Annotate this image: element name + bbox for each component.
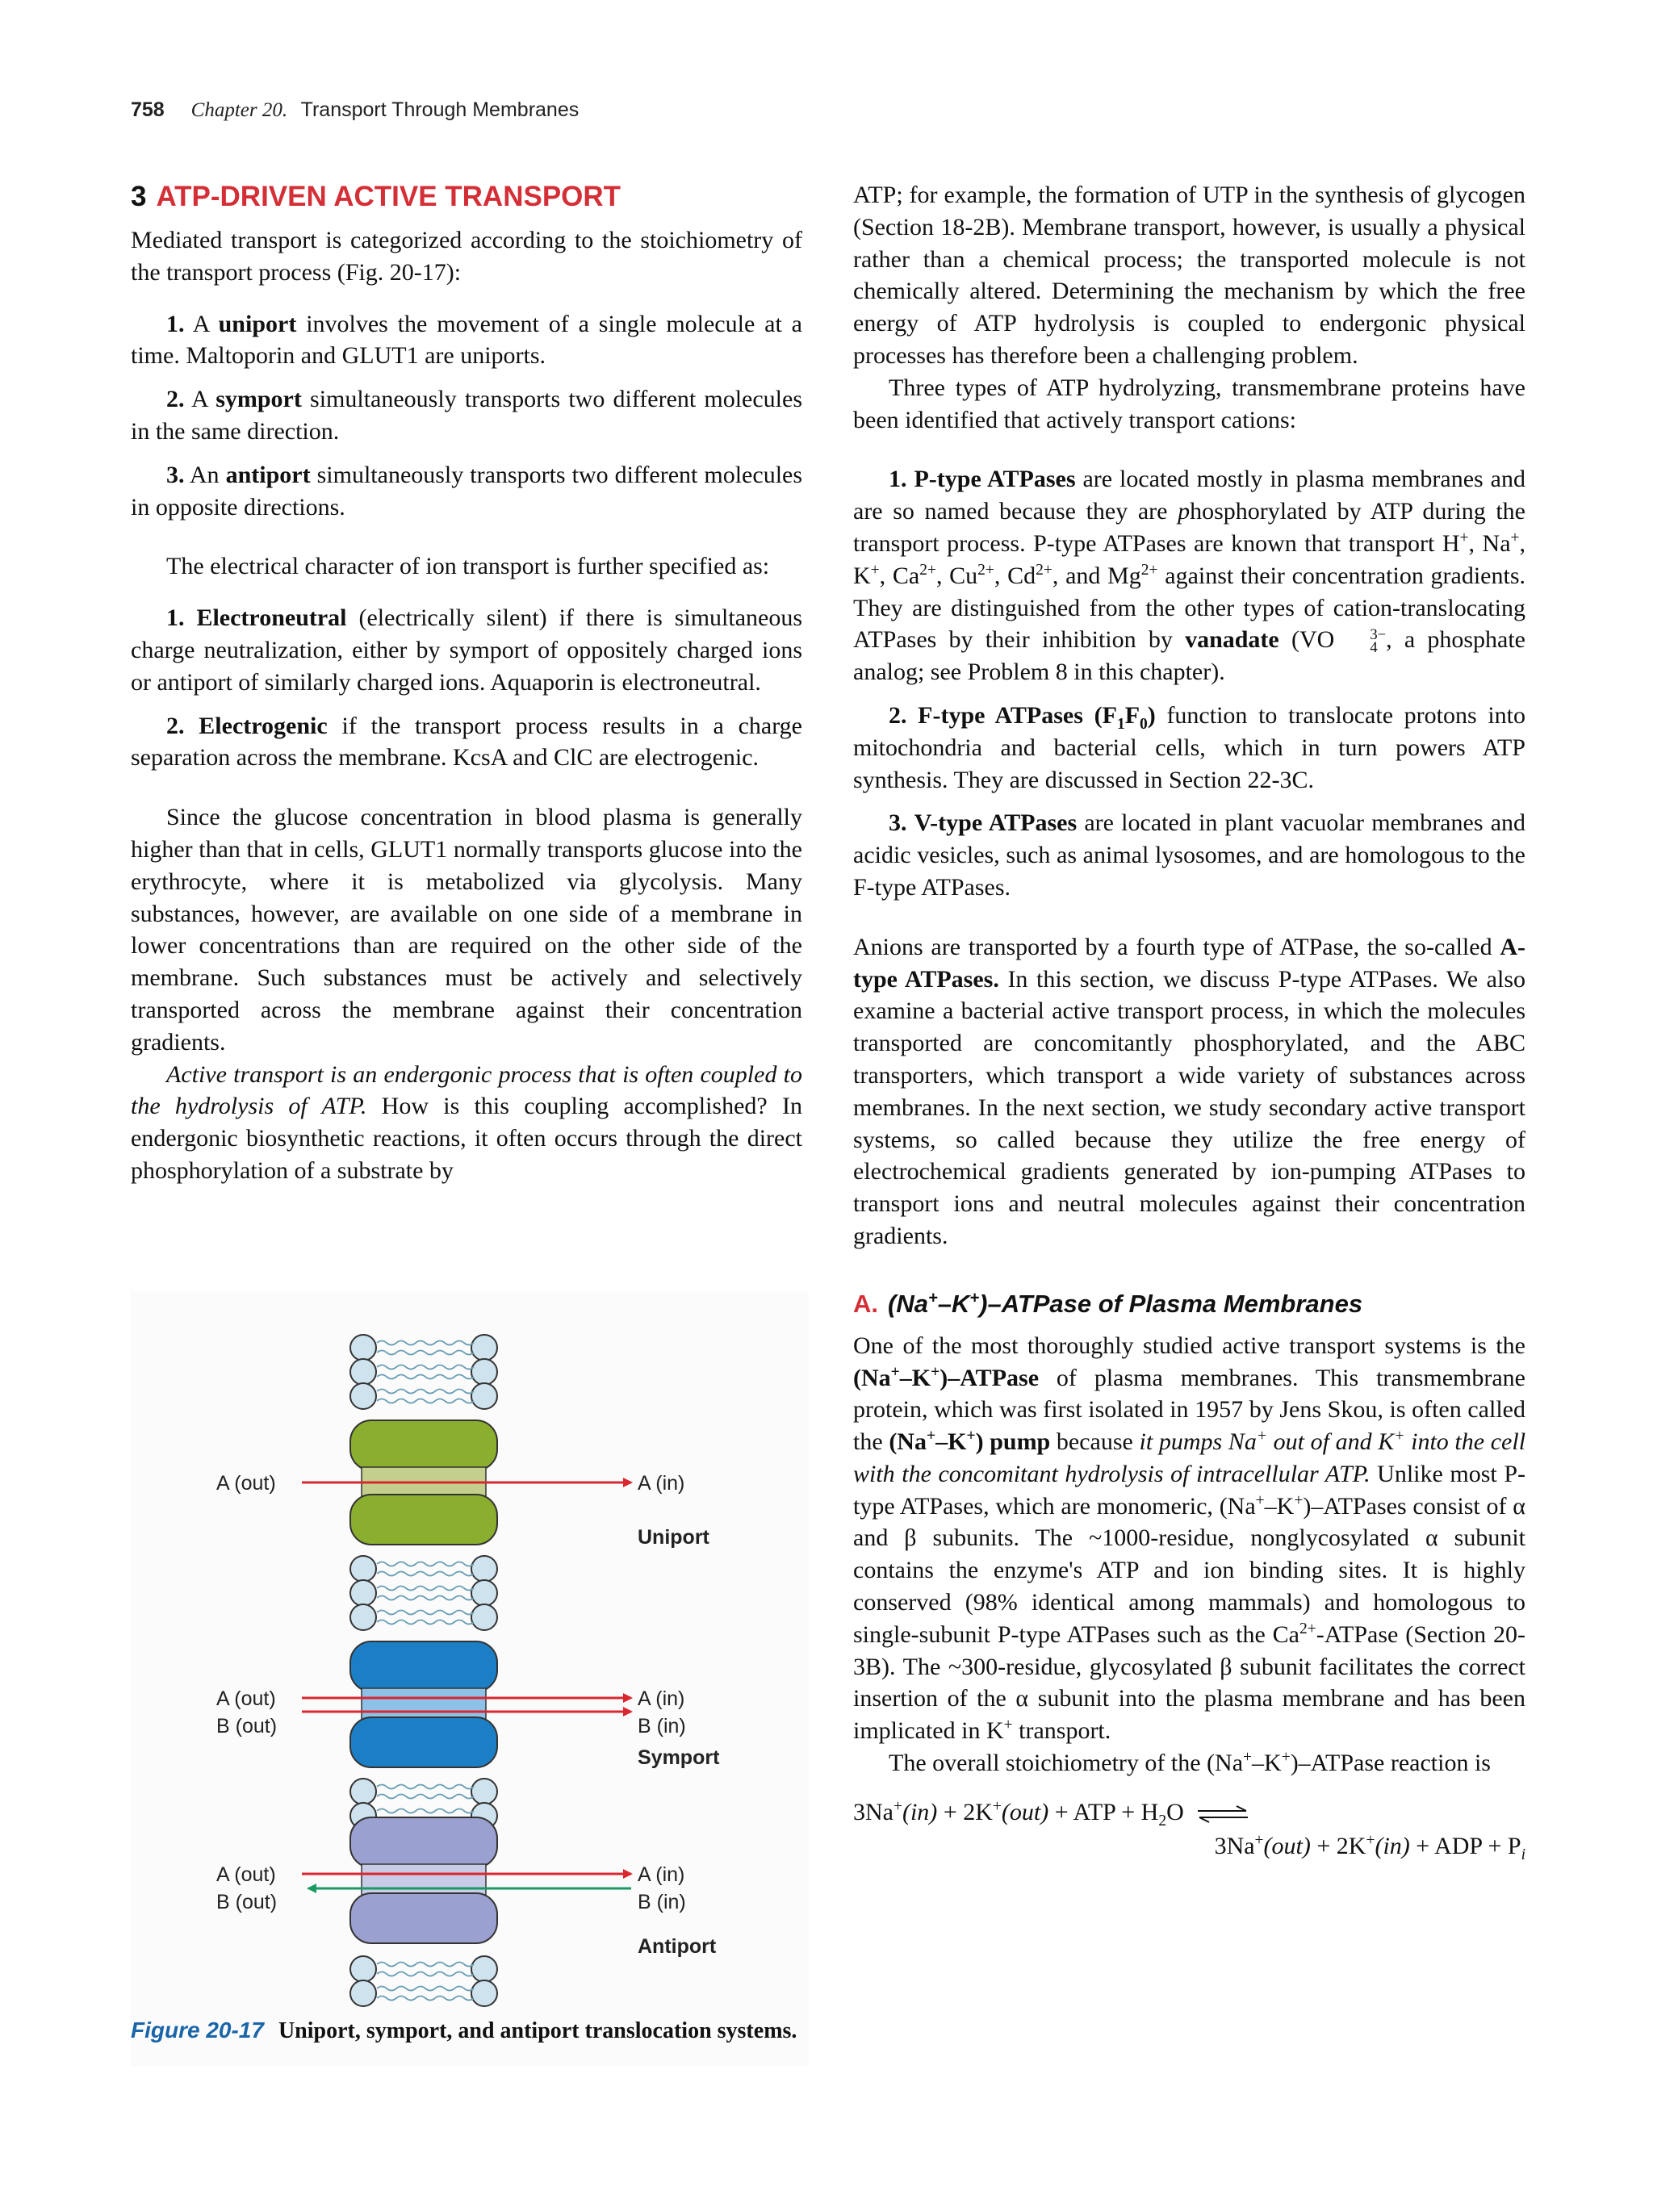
left-column bbox=[131, 179, 802, 1187]
symport-label: Symport bbox=[638, 1746, 720, 1769]
antiport-protein bbox=[350, 1817, 497, 1943]
antiport-a-in-label: A (in) bbox=[638, 1863, 685, 1886]
list-item-v-type: 3. V-type ATPases are located in plant vacuolar membranes and acidic vesicles, such as animal lysosomes, and are homologous to the F-type ATPases. bbox=[853, 809, 1526, 901]
antiport-b-out-label: B (out) bbox=[216, 1891, 278, 1913]
symport-protein bbox=[350, 1641, 497, 1767]
anions-paragraph: Anions are transported by a fourth type of ATPase, the so-called A-type ATPases. In this section, we discuss P-type ATPases. We also examine a bacterial active transport process, in which the molecules transported are concomitantly phosphorylated, and the ABC transporters, which transport a wide variety of substances across membranes. In the next section, we study secondary active transport systems, so called because they utilize the free energy of electrochemical gradients generated by ion-pumping ATPases to transport ions and neutral molecules against their concentration gradients. bbox=[853, 933, 1526, 1249]
list-item-f-type: 2. F-type ATPases $(F_1F_0)$ function to translocate protons into mitochondria and bacterial cells, which in turn powers ATP synthesis. They are discussed in Section 22-3C. bbox=[853, 701, 1526, 793]
list-item-electrogenic: 2. Electrogenic if the transport process results in a charge separation across the membrane. KcsA and ClC are electrogenic. bbox=[131, 712, 802, 771]
antiport-a-out-label: A (out) bbox=[216, 1863, 276, 1886]
right-column bbox=[853, 179, 1525, 1863]
section-title: ATP-DRIVEN ACTIVE TRANSPORT bbox=[156, 181, 621, 212]
lipid-bilayer-bottom bbox=[350, 1956, 497, 2006]
section-heading bbox=[131, 179, 802, 215]
figure-20-17 bbox=[131, 1291, 809, 2066]
list-item-electroneutral: 1. Electroneutral (electrically silent) if there is simultaneous charge neutralization, either by symport of oppositely charged ions or antiport of similarly charged ions. Aquaporin is electroneutral. bbox=[131, 604, 803, 696]
chapter-title: Transport Through Membranes bbox=[300, 98, 580, 121]
intro-paragraph: Mediated transport is categorized according to the stoichiometry of the transport process (Fig. 20-17): bbox=[131, 227, 802, 286]
list-item-antiport: 3. An antiport simultaneously transports two different molecules in opposite directions. bbox=[131, 461, 803, 521]
equilibrium-arrow-icon bbox=[1196, 1805, 1249, 1823]
transport-diagram bbox=[131, 1291, 809, 2018]
list-item-symport: 2. A symport simultaneously transports two different molecules in the same direction. bbox=[131, 386, 803, 445]
symport-b-out-label: B (out) bbox=[216, 1715, 278, 1737]
uniport-label: Uniport bbox=[638, 1526, 709, 1549]
active-transport-paragraph: Active transport is an endergonic process that is often coupled to the hydrolysis of ATP. How is this coupling accomplished? In endergonic biosynthetic reactions, it often occurs through the direct phosphorylation of a substrate by bbox=[131, 1060, 803, 1184]
page-number: 758 bbox=[131, 98, 165, 121]
na-k-atpase-paragraph: One of the most thoroughly studied active transport systems is the (Na+–K+)–ATPase of plasma membranes. This transmembrane protein, which was first isolated in 1957 by Jens Skou, is often called the (Na+–K+) pump because it pumps Na+ out of and K+ into the cell with the concomitant hydrolysis of intracellular ATP. Unlike most P-type ATPases, which are monomeric, (Na+–K+)–ATPases consist of α and β subunits. The ~1000-residue, nonglycosylated α subunit contains the enzyme's ATP and ion binding sites. It is highly conserved (98% identical among mammals) and homologous to single-subunit P-type ATPases such as the $Ca^{2+}$-ATPase (Section 20-3B). The ~300-residue, glycosylated β subunit facilitates the correct insertion of the α subunit into the plasma membrane and has been implicated in K+ transport. bbox=[853, 1332, 1526, 1745]
list-item-uniport: 1. A uniport involves the movement of a single molecule at a time. Maltoporin and GLUT1 are uniports. bbox=[131, 310, 802, 370]
lipid-bilayer-top bbox=[350, 1335, 497, 1409]
uniport-a-in-label: A (in) bbox=[638, 1472, 685, 1495]
list-item-p-type: 1. P-type ATPases are located mostly in plasma membranes and are so named because they are phosphorylated by ATP during the transport process. P-type ATPases are known that transport H+, Na+, K+, $Ca^{2+}$, $Cu^{2+}$, $Cd^{2+}$, and $Mg^{2+}$ against their concentration gradients. They are distinguished from the other types of cation-translocating ATPases by their inhibition by vanadate (VO 3− 4 , a phosphate analog; see Problem 8 in this chapter). bbox=[853, 466, 1526, 686]
electrical-intro: The electrical character of ion transport is further specified as: bbox=[166, 553, 770, 580]
section-number: 3 bbox=[131, 181, 147, 212]
chapter-label: Chapter 20. bbox=[190, 99, 288, 121]
equation-line-1: 3Na+(in) + 2K+(out) + ATP + $H_2O$ bbox=[853, 1796, 1525, 1829]
symport-a-in-label: A (in) bbox=[638, 1687, 685, 1710]
symport-a-out-label: A (out) bbox=[216, 1687, 276, 1710]
three-types-paragraph: Three types of ATP hydrolyzing, transmembrane proteins have been identified that actively transport cations: bbox=[853, 374, 1525, 433]
lipid-bilayer-middle-1 bbox=[350, 1556, 497, 1630]
subsection-heading: A. (Na+–K+)–ATPase of Plasma Membranes bbox=[853, 1289, 1363, 1318]
uniport-a-out-label: A (out) bbox=[216, 1472, 276, 1495]
running-head bbox=[131, 98, 579, 122]
equation-line-2: 3Na+(out) + 2K+(in) + ADP + $P_i$ bbox=[1214, 1831, 1525, 1863]
figure-caption bbox=[131, 2016, 801, 2046]
antiport-label: Antiport bbox=[638, 1935, 717, 1958]
symport-b-in-label: B (in) bbox=[638, 1715, 686, 1737]
stoichiometry-paragraph: The overall stoichiometry of the (Na+–K+)–ATPase reaction is bbox=[889, 1749, 1491, 1777]
continued-paragraph: ATP; for example, the formation of UTP in the synthesis of glycogen (Section 18-2B). Membrane transport, however, is usually a physical rather than a chemical process; the transported molecule is not chemically altered. Determining the mechanism by which the free energy of ATP hydrolysis is coupled to endergonic physical processes has therefore been a challenging problem. bbox=[853, 182, 1525, 369]
figure-number: Figure 20-17 bbox=[131, 2018, 264, 2043]
antiport-b-in-label: B (in) bbox=[638, 1891, 686, 1913]
glucose-paragraph: Since the glucose concentration in blood plasma is generally higher than that in cells, GLUT1 normally transports glucose into the erythrocyte, where it is metabolized via glycolysis. Many substances, however, are available on one side of a membrane in lower concentrations than are required on the other side of the membrane. Such substances must be actively and selectively transported across the membrane against their concentration gradients. bbox=[131, 804, 802, 1056]
figure-caption-text: Uniport, symport, and antiport translocation systems. bbox=[278, 2018, 797, 2043]
stoichiometry-equation bbox=[853, 1796, 1525, 1863]
